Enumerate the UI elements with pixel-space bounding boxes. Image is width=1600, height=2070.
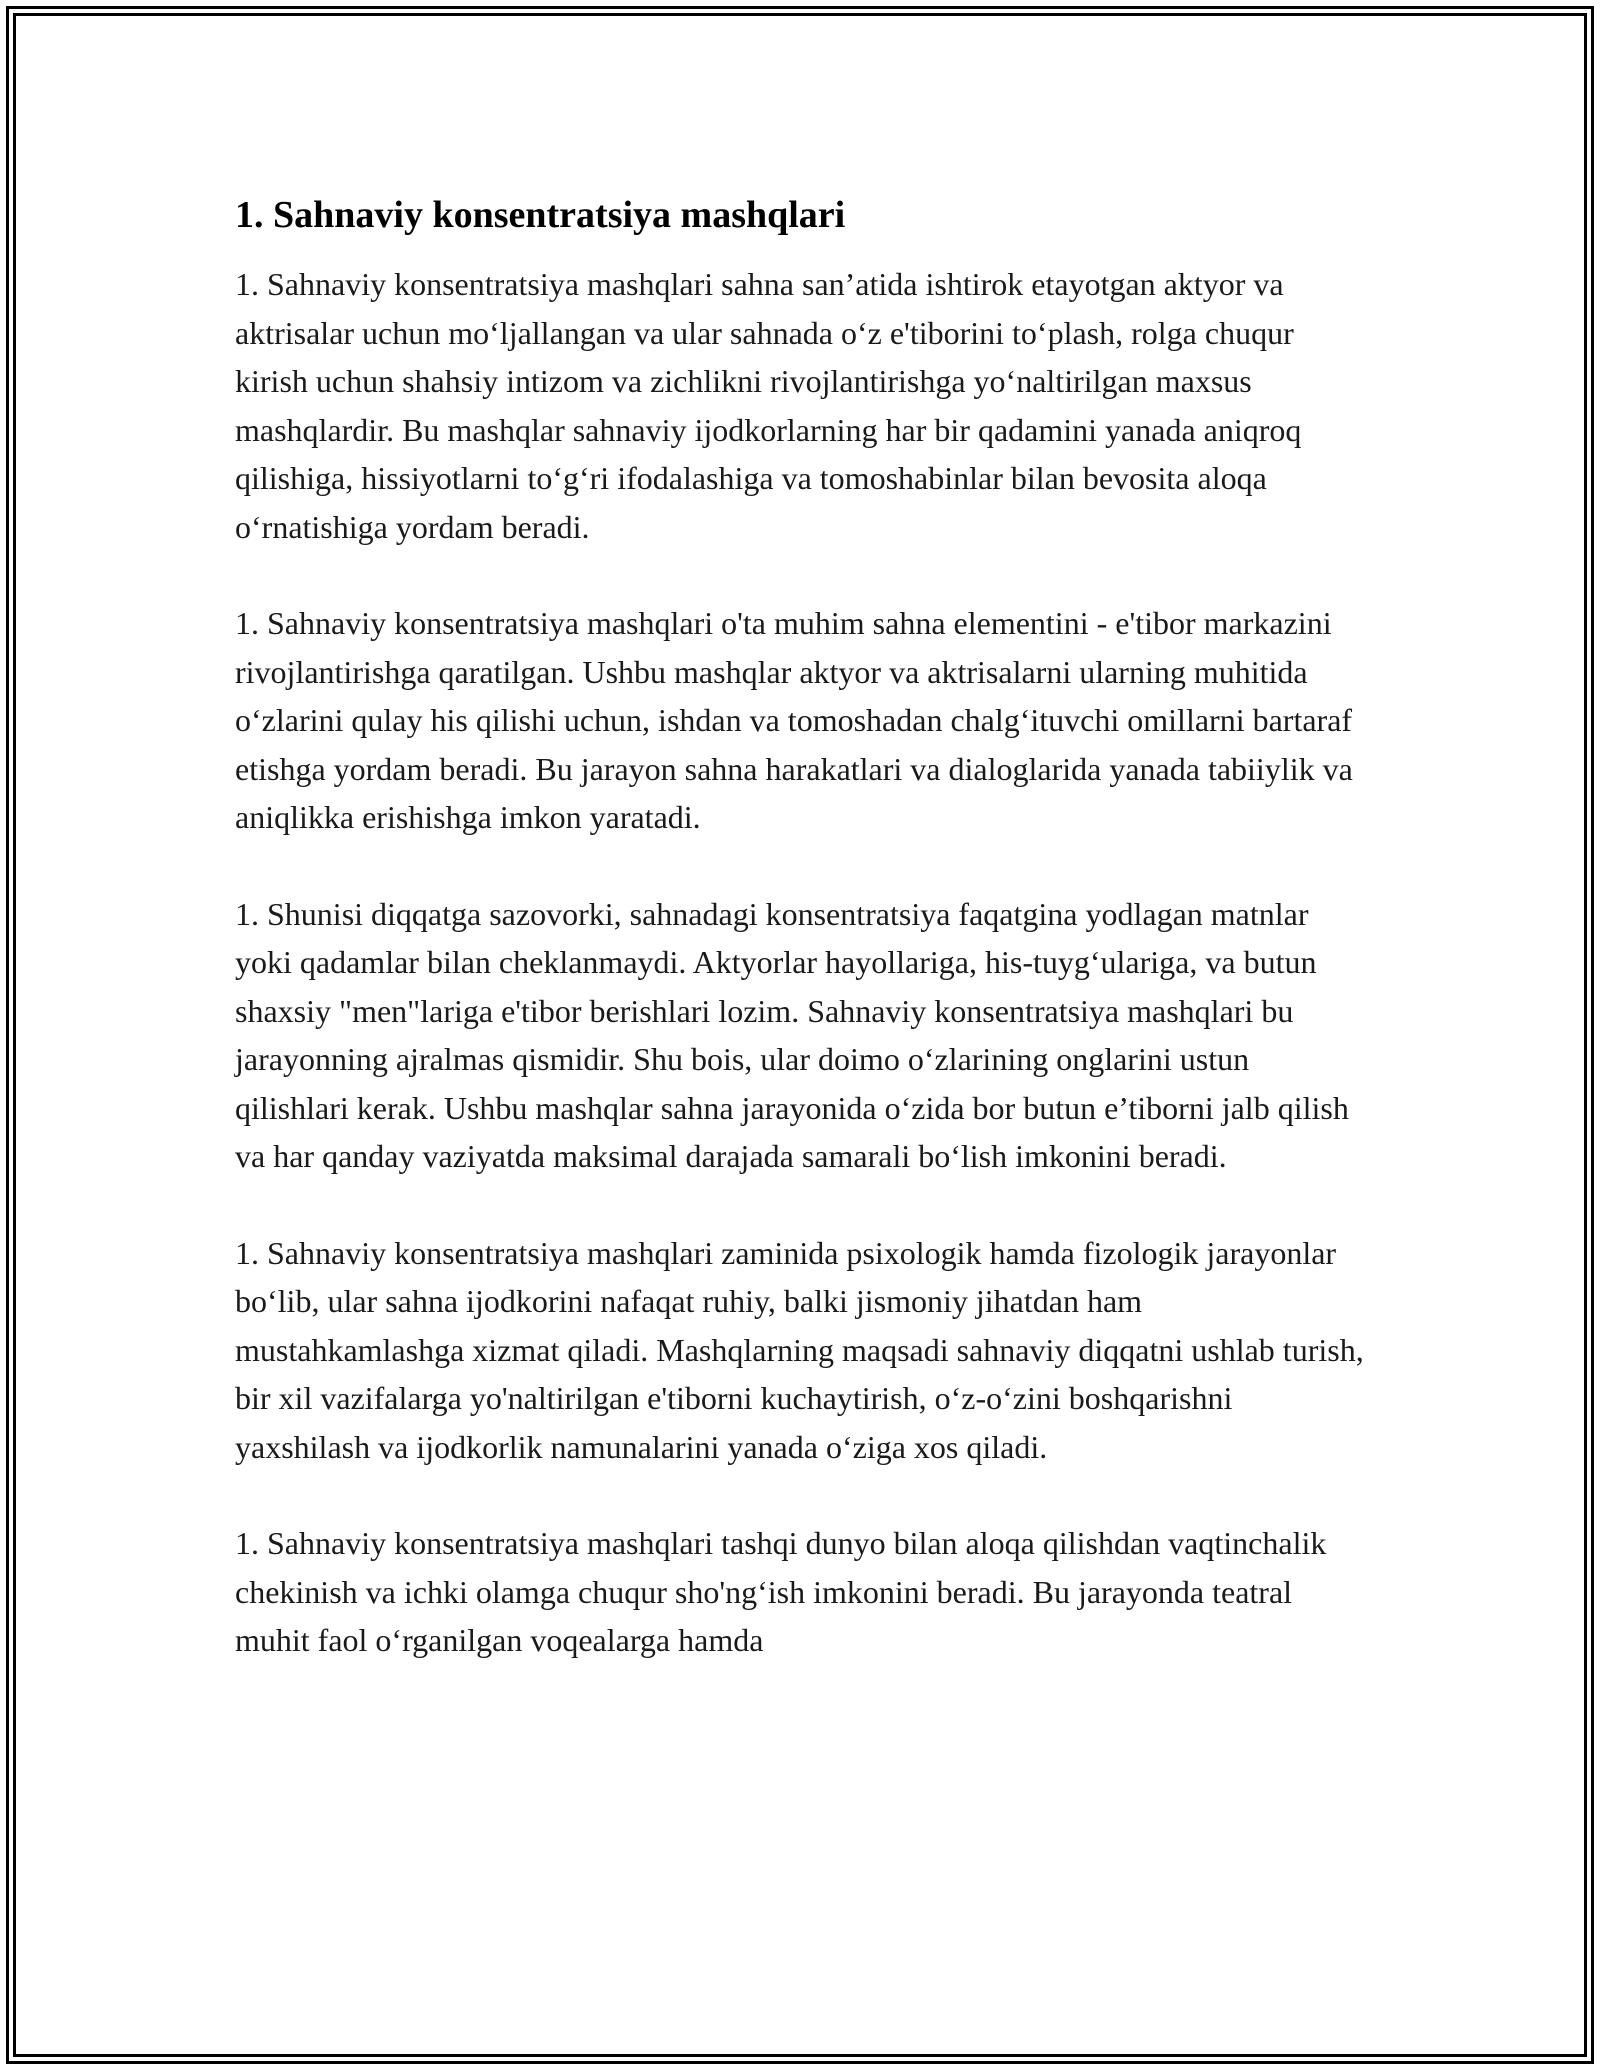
document-heading: 1. Sahnaviy konsentratsiya mashqlari: [235, 194, 846, 236]
paragraph-5: 1. Sahnaviy konsentratsiya mashqlari tashqi dunyo bilan aloqa qilishdan vaqtinchalik chekinish va ichki olamga chuqur sho'ngʻish imkonini beradi. Bu jarayonda teatral muhit faol oʻrganilgan voqealarga hamda: [235, 1525, 1327, 1658]
document-body: [235, 188, 1365, 1713]
paragraph-1: 1. Sahnaviy konsentratsiya mashqlari sahna san’atida ishtirok etayotgan aktyor va aktrisalar uchun moʻljallangan va ular sahnada oʻz e'tiborini toʻplash, rolga chuqur kirish uchun shahsiy intizom va zichlikni rivojlantirishga yoʻnaltirilgan maxsus mashqlardir. Bu mashqlar sahnaviy ijodkorlarning har bir qadamini yanada aniqroq qilishiga, hissiyotlarni toʻgʻri ifodalashiga va tomoshabinlar bilan bevosita aloqa oʻrnatishiga yordam beradi.: [235, 266, 1302, 545]
paragraph-4: 1. Sahnaviy konsentratsiya mashqlari zaminida psixologik hamda fizologik jarayonlar boʻlib, ular sahna ijodkorini nafaqat ruhiy, balki jismoniy jihatdan ham mustahkamlashga xizmat qiladi. Mashqlarning maqsadi sahnaviy diqqatni ushlab turish, bir xil vazifalarga yo'naltirilgan e'tiborni kuchaytirish, oʻz-oʻzini boshqarishni yaxshilash va ijodkorlik namunalarini yanada oʻziga xos qiladi.: [235, 1234, 1364, 1465]
paragraph-2: 1. Sahnaviy konsentratsiya mashqlari o'ta muhim sahna elementini - e'tibor markazini rivojlantirishga qaratilgan. Ushbu mashqlar aktyor va aktrisalarni ularning muhitida oʻzlarini qulay his qilishi uchun, ishdan va tomoshadan chalgʻituvchi omillarni bartaraf etishga yordam beradi. Bu jarayon sahna harakatlari va dialoglarida yanada tabiiylik va aniqlikka erishishga imkon yaratadi.: [235, 605, 1353, 835]
paragraph-3: 1. Shunisi diqqatga sazovorki, sahnadagi konsentratsiya faqatgina yodlagan matnlar yoki qadamlar bilan cheklanmaydi. Aktyorlar hayollariga, his-tuygʻulariga, va butun shaxsiy "men"lariga e'tibor berishlari lozim. Sahnaviy konsentratsiya mashqlari bu jarayonning ajralmas qismidir. Shu bois, ular doimo oʻzlarining onglarini ustun qilishlari kerak. Ushbu mashqlar sahna jarayonida oʻzida bor butun e’tiborni jalb qilish va har qanday vaziyatda maksimal darajada samarali boʻlish imkonini beradi.: [235, 895, 1349, 1174]
